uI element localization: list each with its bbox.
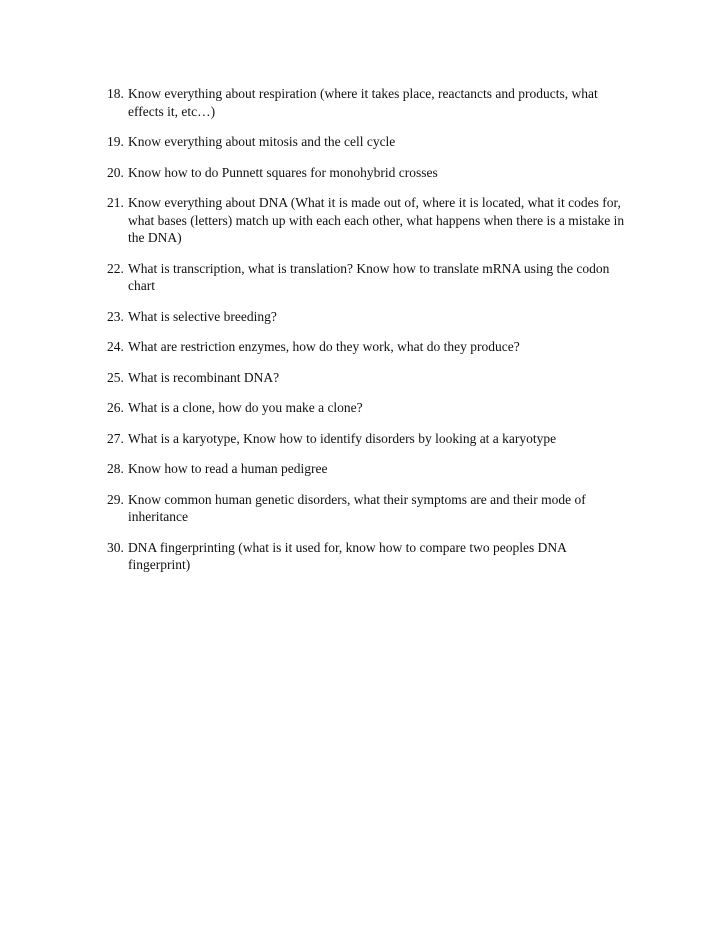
list-item xyxy=(107,369,627,387)
list-item xyxy=(107,260,627,295)
item-number: 23. xyxy=(107,308,124,324)
list-item xyxy=(107,460,627,478)
item-text: What are restriction enzymes, how do they work, what do they produce? xyxy=(128,339,520,354)
study-question-list xyxy=(107,85,627,587)
item-number: 29. xyxy=(107,491,124,507)
list-item xyxy=(107,164,627,182)
list-item xyxy=(107,399,627,417)
item-number: 26. xyxy=(107,400,124,415)
item-text: Know everything about DNA (What it is made out of, where it is located, what it codes for, what bases (letters) match up with each each other, what happens when there is a mistake in the DNA) xyxy=(128,195,625,245)
item-text: Know how to read a human pedigree xyxy=(128,461,328,476)
list-item xyxy=(107,308,627,326)
item-number: 24. xyxy=(107,339,124,354)
item-text: What is transcription, what is translation? Know how to translate mRNA using the codon chart xyxy=(128,260,610,293)
item-number: 30. xyxy=(107,539,124,555)
item-number: 19. xyxy=(107,134,124,149)
item-number: 28. xyxy=(107,461,124,476)
item-number: 20. xyxy=(107,164,124,180)
list-item xyxy=(107,430,627,448)
item-text: DNA fingerprinting (what is it used for, know how to compare two peoples DNA fingerprint) xyxy=(128,539,567,572)
item-number: 21. xyxy=(107,195,124,210)
item-text: Know everything about mitosis and the cell cycle xyxy=(128,134,396,149)
item-number: 18. xyxy=(107,86,124,101)
list-item xyxy=(107,133,627,151)
item-number: 22. xyxy=(107,260,124,276)
item-text: Know common human genetic disorders, what their symptoms are and their mode of inheritance xyxy=(128,491,586,524)
list-item xyxy=(107,539,627,574)
item-text: What is recombinant DNA? xyxy=(128,369,280,385)
list-item xyxy=(107,194,627,247)
item-number: 27. xyxy=(107,430,124,446)
item-text: What is selective breeding? xyxy=(128,308,277,324)
list-item xyxy=(107,491,627,526)
item-text: Know everything about respiration (where it takes place, reactancts and products, what effects it, etc…) xyxy=(128,86,598,119)
item-text: What is a karyotype, Know how to identify disorders by looking at a karyotype xyxy=(128,430,557,446)
item-number: 25. xyxy=(107,369,124,385)
list-item xyxy=(107,85,627,120)
list-item xyxy=(107,338,627,356)
item-text: What is a clone, how do you make a clone? xyxy=(128,400,363,415)
item-text: Know how to do Punnett squares for monohybrid crosses xyxy=(128,164,438,180)
